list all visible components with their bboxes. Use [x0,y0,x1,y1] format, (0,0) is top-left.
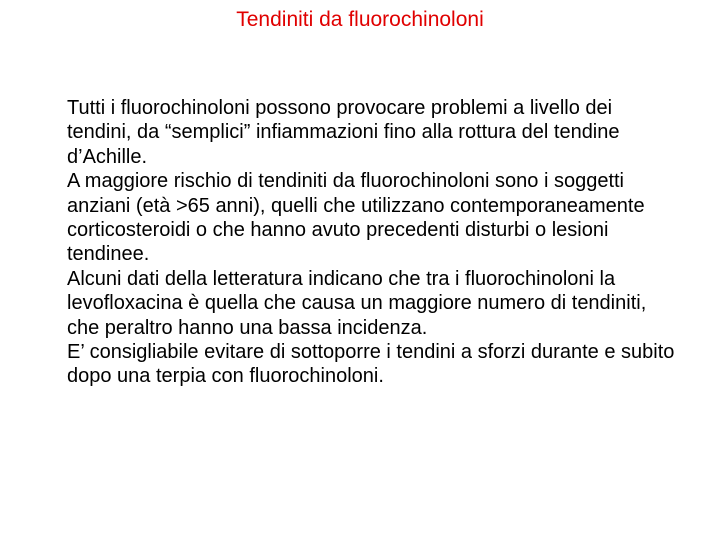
paragraph-levofloxacin: Alcuni dati della letteratura indicano che tra i fluorochinoloni la levofloxacina è quella che causa un maggiore numero di tendiniti, che peraltro hanno una bassa incidenza. [67,267,647,339]
slide-body [67,96,677,389]
paragraph-advice: E’ consigliabile evitare di sottoporre i tendini a sforzi durante e subito dopo una terpia con fluorochinoloni. [67,341,675,388]
paragraph-risk-groups: A maggiore rischio di tendiniti da fluorochinoloni sono i soggetti anziani (età >65 anni), quelli che utilizzano contemporaneamente corticosteroidi o che hanno avuto precedenti disturbi o lesioni tendinee. [67,170,645,266]
slide-title: Tendiniti da fluorochinoloni [236,8,484,31]
paragraph-tendon-problems: Tutti i fluorochinoloni possono provocare problemi a livello dei tendini, da “semplici” infiammazioni fino alla rottura del tendine d’Achille. [67,97,620,168]
